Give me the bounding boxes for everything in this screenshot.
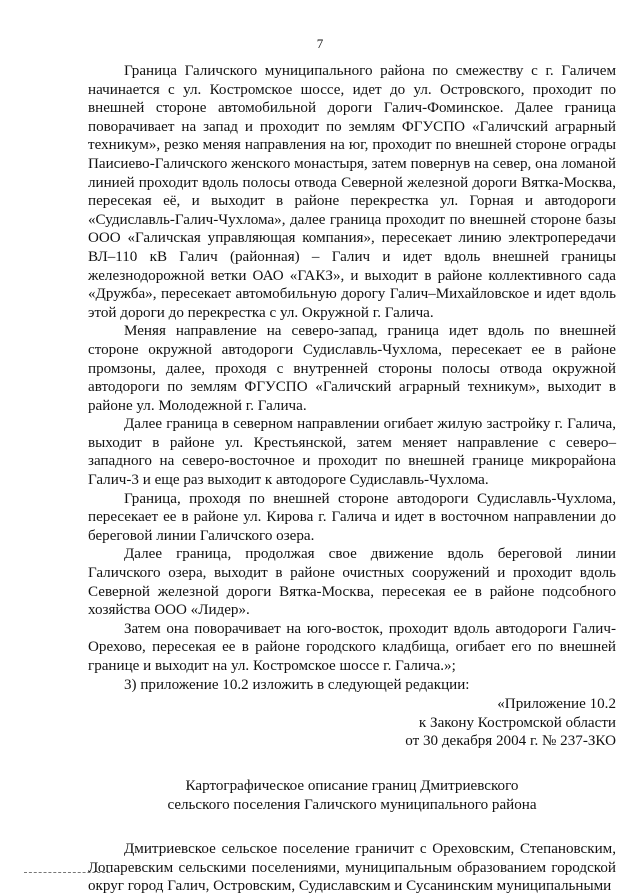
section-title-line-1: Картографическое описание границ Дмитриевского (185, 777, 519, 794)
section-title (88, 777, 616, 814)
attachment-line-3: от 30 декабря 2004 г. № 237-ЗКО (405, 733, 616, 750)
paragraph-4: Граница, проходя по внешней стороне автодороги Судиславль-Чухлома, пересекает ее в районе ул. Кирова г. Галича и идет в восточном направлении до береговой линии Галичского озера. (88, 490, 616, 544)
paragraph-6: Затем она поворачивает на юго-восток, проходит вдоль автодороги Галич-Орехово, пересекая ее в районе городского кладбища, огибает его по внешней границе и выходит на ул. Костромское шоссе г. Галича.»; (88, 620, 616, 674)
page-number: 7 (316, 36, 324, 51)
paragraph-3: Далее граница в северном направлении огибает жилую застройку г. Галича, выходит в районе ул. Крестьянской, затем меняет направление с северо–западного на северо-восточное и проходит по внешней границе микрорайона Галич-3 и еще раз выходит к автодороге Судиславль-Чухлома. (88, 416, 616, 489)
attachment-header (88, 695, 616, 751)
paragraph-2: Меняя направление на северо-запад, граница идет вдоль по внешней стороне окружной автодороги Судиславль-Чухлома, пересекает ее в районе промзоны, далее, проходя с внутренней стороны полосы отвода окружной автодороги по землям ФГУСПО «Галичский аграрный техникум», выходит в районе ул. Молодежной г. Галича. (88, 323, 616, 414)
attachment-line-2: к Закону Костромской области (418, 714, 616, 731)
attachment-line-1: «Приложение 10.2 (497, 696, 616, 713)
section-title-line-2: сельского поселения Галичского муниципального района (167, 796, 537, 813)
paragraph-7: 3) приложение 10.2 изложить в следующей редакции: (124, 676, 470, 693)
document-body (88, 62, 616, 896)
footnote-rule (24, 872, 110, 873)
paragraph-5: Далее граница, продолжая свое движение вдоль береговой линии Галичского озера, выходит в районе очистных сооружений и проходит вдоль Северной железной дороги Вятка-Москва, пересекая ее в районе подсобного хозяйства ООО «Лидер». (88, 546, 616, 619)
paragraph-last: Дмитриевское сельское поселение граничит с Ореховским, Степановским, Лопаревским сельскими поселениями, муниципальным образованием городской округ город Галич, Островским, Судиславским и Сусанинским муниципальными (88, 841, 616, 895)
paragraph-1: Граница Галичского муниципального района по смежеству с г. Галичем начинается с ул. Костромское шоссе, идет до ул. Островского, проходит по внешней стороне автомобильной дороги Галич-Фоминское. Далее граница поворачивает на запад и проходит по землям ФГУСПО «Галичский аграрный техникум», резко меняя направления на юг, проходит по внешней стороне ограды Паисиево-Галичского женского монастыря, затем повернув на север, она ломаной линией проходит вдоль полосы отвода Северной железной дороги Вятка-Москва, пересекая её, и выходит в районе перекрестка ул. Горная и автодороги «Судиславль-Галич-Чухлома», далее граница проходит по внешней стороне базы ООО «Галичская управляющая компания», пересекает линию электропередачи ВЛ–110 кВ Галич (районная) – Галич и идет вдоль внешней границы железнодорожной ветки ОАО «ГАКЗ», и выходит в районе коллективного сада «Дружба», пересекает автомобильную дорогу Галич–Михайловское и идет вдоль этой дороги до перекрестка с ул. Окружной г. Галича. (88, 63, 616, 321)
